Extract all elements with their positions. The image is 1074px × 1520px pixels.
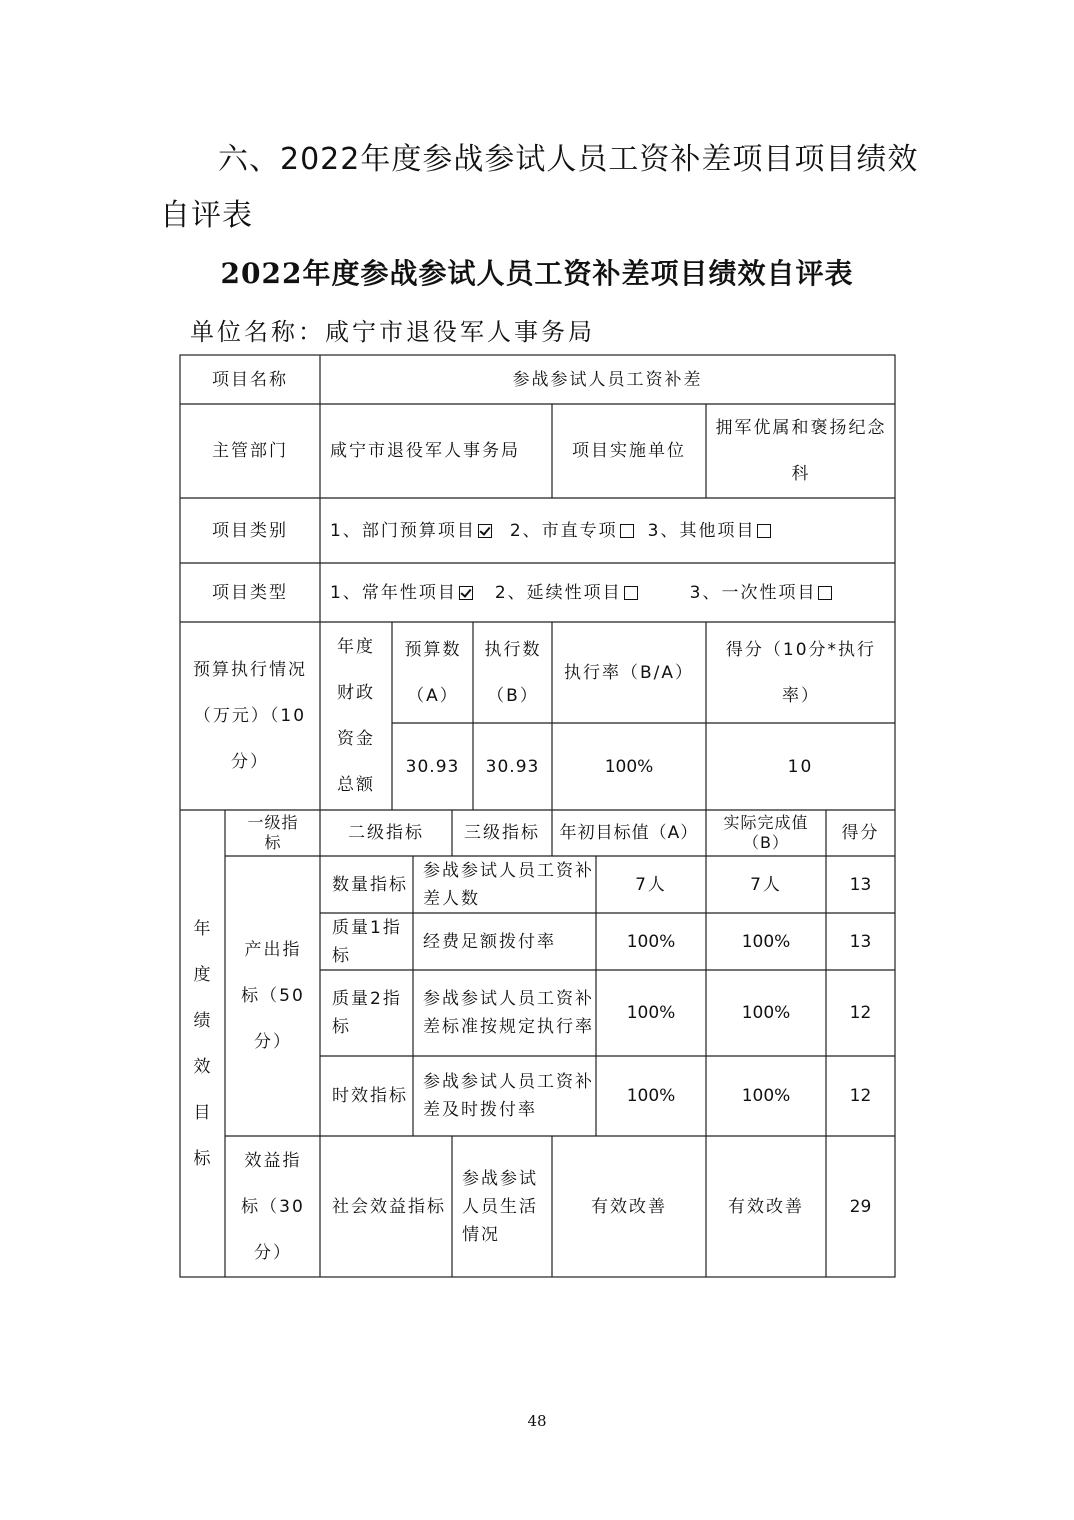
budget-a-label: 预算数（A） [404, 639, 462, 706]
exec-b-value: 30.93 [485, 756, 540, 777]
output-row-1-target: 7人 [635, 874, 667, 895]
output-row-3-score: 12 [849, 1003, 872, 1023]
budget-a-value: 30.93 [405, 756, 460, 777]
impl-unit-label: 项目实施单位 [572, 441, 686, 461]
output-row-4-actual: 100% [741, 1086, 791, 1106]
output-row-4-level2: 时效指标 [332, 1086, 408, 1106]
empty-box-icon [624, 586, 638, 600]
budget-label: 预算执行情况（万元）（10分） [193, 660, 307, 772]
project-name-label: 项目名称 [212, 369, 288, 390]
output-row-2-score: 13 [849, 931, 872, 952]
output-row-4-level3: 参战参试人员工资补差及时拨付率 [423, 1072, 594, 1120]
type-option-3: 3、一次性项目 [689, 582, 817, 603]
output-row-2-level2: 质量1指标 [332, 917, 402, 966]
category-label: 项目类别 [212, 520, 288, 541]
benefit-group-label: 效益指标（30分） [241, 1150, 305, 1263]
type-option-1: 1、常年性项目 [330, 582, 457, 603]
annual-funds-label: 年度财政资金总额 [337, 637, 375, 795]
category-option-3: 3、其他项目 [647, 520, 756, 541]
output-row-1-actual: 7人 [750, 874, 782, 895]
header-level1: 一级指标 [247, 813, 299, 852]
header-level3: 三级指标 [464, 823, 540, 843]
checked-box-icon [459, 586, 473, 600]
annual-goals-side-label: 年度绩效目标 [193, 918, 213, 1169]
output-row-2-target: 100% [626, 931, 676, 952]
type-options [320, 563, 895, 622]
output-row-2-actual: 100% [741, 931, 791, 952]
category-options [320, 498, 895, 563]
budget-score-label: 得分（10分*执行率） [725, 639, 877, 706]
project-name-value: 参战参试人员工资补差 [512, 369, 703, 390]
type-label: 项目类型 [212, 582, 288, 603]
category-option-1: 1、部门预算项目 [330, 520, 476, 541]
output-row-3-level2: 质量2指标 [332, 989, 402, 1037]
department-label: 主管部门 [212, 441, 288, 461]
exec-b-label: 执行数（B） [484, 639, 542, 706]
output-row-1-level2: 数量指标 [332, 874, 408, 895]
benefit-row-target: 有效改善 [591, 1196, 667, 1217]
header-actual: 实际完成值（B） [723, 813, 809, 852]
empty-box-icon [757, 524, 771, 538]
page-number: 48 [527, 1412, 547, 1430]
checked-box-icon [478, 524, 492, 538]
type-option-2: 2、延续性项目 [494, 582, 622, 603]
output-row-1-level3: 参战参试人员工资补差人数 [423, 860, 594, 909]
table-title: 2022年度参战参试人员工资补差项目绩效自评表 [220, 257, 854, 290]
output-group-label: 产出指标（50分） [241, 940, 305, 1052]
section-heading: 六、2022年度参战参试人员工资补差项目项目绩效自评表 [160, 142, 919, 233]
empty-box-icon [620, 524, 634, 538]
header-score: 得分 [841, 823, 880, 843]
benefit-row-level2: 社会效益指标 [332, 1196, 446, 1217]
header-level2: 二级指标 [348, 823, 424, 843]
output-row-1-score: 13 [849, 874, 872, 895]
output-row-3-level3: 参战参试人员工资补差标准按规定执行率 [423, 989, 594, 1037]
unit-name-line: 单位名称：咸宁市退役军人事务局 [190, 318, 595, 346]
budget-score-value: 10 [787, 756, 814, 777]
benefit-row-score: 29 [849, 1196, 872, 1217]
department-value: 咸宁市退役军人事务局 [330, 441, 520, 461]
benefit-row-actual: 有效改善 [728, 1196, 804, 1217]
empty-box-icon [818, 586, 832, 600]
category-option-2: 2、市直专项 [509, 520, 618, 541]
output-row-3-actual: 100% [741, 1003, 791, 1023]
output-row-4-target: 100% [626, 1086, 676, 1106]
impl-unit-value: 拥军优属和褒扬纪念科 [715, 418, 887, 484]
output-row-2-level3: 经费足额拨付率 [423, 931, 556, 952]
header-target: 年初目标值（A） [559, 823, 699, 843]
output-row-3-target: 100% [626, 1003, 676, 1023]
benefit-row-level3: 参战参试人员生活情况 [462, 1168, 538, 1245]
exec-rate-value: 100% [604, 756, 654, 777]
output-row-4-score: 12 [849, 1086, 872, 1106]
exec-rate-label: 执行率（B/A） [563, 662, 695, 683]
